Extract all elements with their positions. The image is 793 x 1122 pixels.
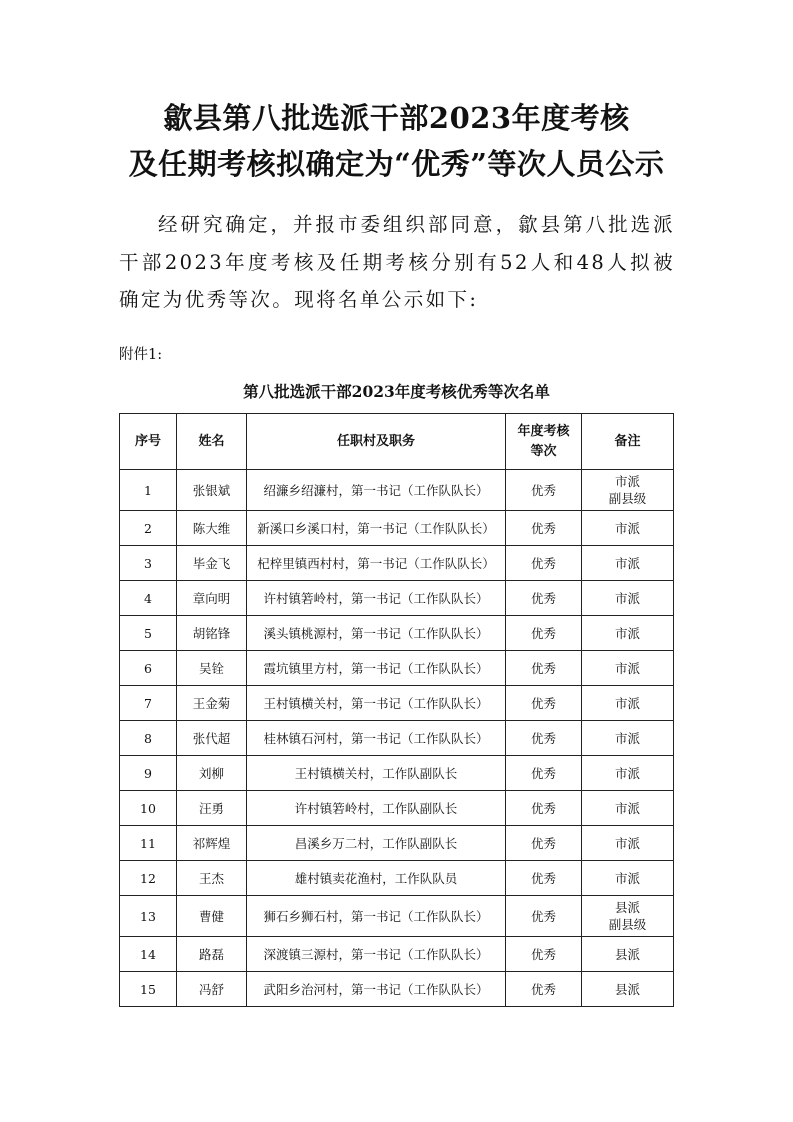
table-row xyxy=(120,686,674,721)
table-body xyxy=(120,470,674,1007)
note-text: 市派 xyxy=(614,625,640,641)
cell-no: 12 xyxy=(120,861,177,896)
header-note: 备注 xyxy=(582,414,674,470)
table-row xyxy=(120,511,674,546)
table-header-row xyxy=(120,414,674,470)
table-row xyxy=(120,756,674,791)
table-row xyxy=(120,896,674,937)
cell-note xyxy=(582,651,674,686)
cell-note xyxy=(582,686,674,721)
cell-note xyxy=(582,861,674,896)
cell-note xyxy=(582,972,674,1007)
note-text: 市派 xyxy=(614,870,640,886)
header-post: 任职村及职务 xyxy=(247,414,506,470)
header-grade-text: 年度考核等次 xyxy=(517,423,570,459)
cell-grade: 优秀 xyxy=(506,616,582,651)
cell-post: 深渡镇三源村，第一书记（工作队队长） xyxy=(247,937,506,972)
cell-name: 胡铭锋 xyxy=(177,616,247,651)
cell-note xyxy=(582,791,674,826)
note-rank-text: 副县级 xyxy=(608,917,647,932)
note-text: 市派 xyxy=(614,695,640,711)
table-row xyxy=(120,581,674,616)
cell-no: 9 xyxy=(120,756,177,791)
cell-note xyxy=(582,937,674,972)
cell-name: 汪勇 xyxy=(177,791,247,826)
cell-grade: 优秀 xyxy=(506,470,582,511)
cell-grade: 优秀 xyxy=(506,791,582,826)
cell-no: 1 xyxy=(120,470,177,511)
note-rank-text: 副县级 xyxy=(608,491,647,506)
note-text: 县派 xyxy=(614,981,640,997)
note-text: 市派 xyxy=(614,590,640,606)
note-text: 县派 xyxy=(614,900,640,915)
cell-post: 武阳乡治河村，第一书记（工作队队长） xyxy=(247,972,506,1007)
table-row xyxy=(120,791,674,826)
note-text: 市派 xyxy=(614,520,640,536)
cell-grade: 优秀 xyxy=(506,581,582,616)
table-caption: 第八批选派干部2023年度考核优秀等次名单 xyxy=(243,382,550,401)
cell-grade: 优秀 xyxy=(506,826,582,861)
note-text: 市派 xyxy=(614,800,640,816)
announcement-paragraph: 经研究确定，并报市委组织部同意，歙县第八批选派干部2023年度考核及任期考核分别有52人和48人拟被确定为优秀等次。现将名单公示如下: xyxy=(119,213,675,311)
cell-grade: 优秀 xyxy=(506,686,582,721)
header-grade xyxy=(506,414,582,470)
header-no: 序号 xyxy=(120,414,177,470)
table-row xyxy=(120,616,674,651)
cell-no: 15 xyxy=(120,972,177,1007)
cell-post: 狮石乡狮石村，第一书记（工作队队长） xyxy=(247,896,506,937)
note-text: 市派 xyxy=(614,765,640,781)
note-text: 县派 xyxy=(614,946,640,962)
cell-post: 王村镇横关村，工作队副队长 xyxy=(247,756,506,791)
cell-name: 曹健 xyxy=(177,896,247,937)
cell-grade: 优秀 xyxy=(506,937,582,972)
cell-note xyxy=(582,896,674,937)
table-row xyxy=(120,651,674,686)
cell-name: 冯舒 xyxy=(177,972,247,1007)
cell-post: 许村镇箬岭村，工作队副队长 xyxy=(247,791,506,826)
cell-grade: 优秀 xyxy=(506,861,582,896)
table-row xyxy=(120,721,674,756)
cell-post: 溪头镇桃源村，第一书记（工作队队长） xyxy=(247,616,506,651)
cell-no: 4 xyxy=(120,581,177,616)
cell-no: 10 xyxy=(120,791,177,826)
cell-post: 杞梓里镇西村村，第一书记（工作队队长） xyxy=(247,546,506,581)
cell-name: 毕金飞 xyxy=(177,546,247,581)
table-row xyxy=(120,972,674,1007)
cell-no: 5 xyxy=(120,616,177,651)
cell-note xyxy=(582,756,674,791)
cell-grade: 优秀 xyxy=(506,511,582,546)
cell-name: 祁辉煌 xyxy=(177,826,247,861)
cell-note xyxy=(582,470,674,511)
header-name: 姓名 xyxy=(177,414,247,470)
cell-no: 6 xyxy=(120,651,177,686)
cell-note xyxy=(582,581,674,616)
cell-post: 雄村镇卖花渔村，工作队队员 xyxy=(247,861,506,896)
note-text: 市派 xyxy=(614,660,640,676)
cell-post: 许村镇箬岭村，第一书记（工作队队长） xyxy=(247,581,506,616)
note-text: 市派 xyxy=(614,474,640,489)
cell-name: 王金菊 xyxy=(177,686,247,721)
cell-no: 8 xyxy=(120,721,177,756)
cell-post: 霞坑镇里方村，第一书记（工作队队长） xyxy=(247,651,506,686)
cell-name: 张代超 xyxy=(177,721,247,756)
table-row xyxy=(120,470,674,511)
cell-name: 路磊 xyxy=(177,937,247,972)
cell-no: 11 xyxy=(120,826,177,861)
cell-no: 13 xyxy=(120,896,177,937)
note-text: 市派 xyxy=(614,730,640,746)
note-text: 市派 xyxy=(614,835,640,851)
cell-note xyxy=(582,546,674,581)
cell-name: 刘柳 xyxy=(177,756,247,791)
cell-post: 昌溪乡万二村，工作队副队长 xyxy=(247,826,506,861)
note-text: 市派 xyxy=(614,555,640,571)
cell-post: 桂林镇石河村，第一书记（工作队队长） xyxy=(247,721,506,756)
cell-grade: 优秀 xyxy=(506,721,582,756)
table-row xyxy=(120,546,674,581)
cell-note xyxy=(582,826,674,861)
table-row xyxy=(120,826,674,861)
cell-no: 3 xyxy=(120,546,177,581)
cell-grade: 优秀 xyxy=(506,546,582,581)
cell-grade: 优秀 xyxy=(506,972,582,1007)
cell-no: 14 xyxy=(120,937,177,972)
cell-grade: 优秀 xyxy=(506,756,582,791)
cell-grade: 优秀 xyxy=(506,896,582,937)
cell-no: 7 xyxy=(120,686,177,721)
document-title-line-2: 及任期考核拟确定为“优秀”等次人员公示 xyxy=(128,147,665,181)
cell-note xyxy=(582,616,674,651)
cell-post: 新溪口乡溪口村，第一书记（工作队队长） xyxy=(247,511,506,546)
table-row xyxy=(120,861,674,896)
cell-name: 王杰 xyxy=(177,861,247,896)
cell-no: 2 xyxy=(120,511,177,546)
cell-name: 张银斌 xyxy=(177,470,247,511)
cell-note xyxy=(582,511,674,546)
cell-post: 王村镇横关村，第一书记（工作队队长） xyxy=(247,686,506,721)
cell-name: 陈大维 xyxy=(177,511,247,546)
table-row xyxy=(120,937,674,972)
attachment-label: 附件1: xyxy=(119,347,163,363)
cell-name: 吴铨 xyxy=(177,651,247,686)
cell-note xyxy=(582,721,674,756)
cell-name: 章向明 xyxy=(177,581,247,616)
cell-post: 绍濂乡绍濂村，第一书记（工作队队长） xyxy=(247,470,506,511)
document-title-line-1: 歙县第八批选派干部2023年度考核 xyxy=(163,101,630,135)
cell-grade: 优秀 xyxy=(506,651,582,686)
results-table xyxy=(119,413,674,1007)
